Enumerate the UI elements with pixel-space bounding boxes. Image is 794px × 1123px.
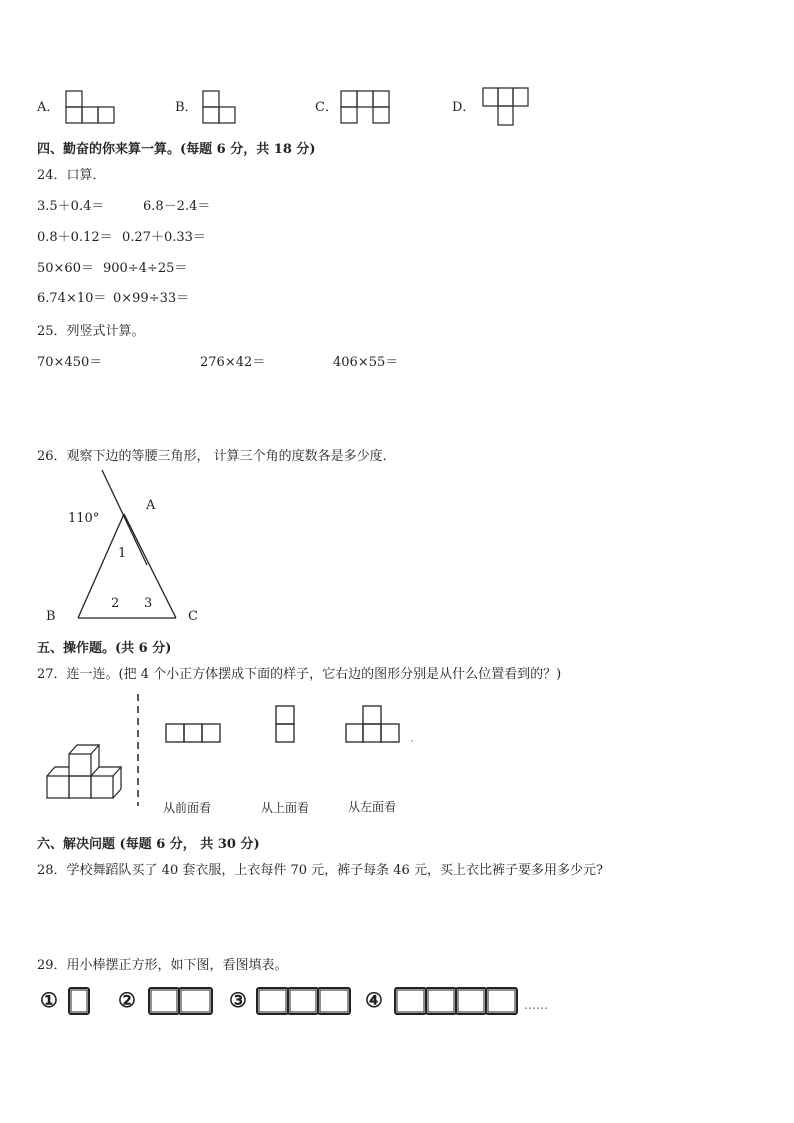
q24-r2-a: 0.8＋0.12＝ <box>37 230 113 245</box>
q24-r1-a: 3.5＋0.4＝ <box>37 199 105 214</box>
q29-figure-2 <box>146 985 216 1017</box>
section5-heading: 五、操作题。(共 6 分) <box>37 641 172 656</box>
q24-r2-b: 0.27＋0.33＝ <box>122 230 206 245</box>
q24-r3-a: 50×60＝ <box>37 261 94 276</box>
q29-marker-2: ② <box>118 988 136 1012</box>
q26-vertex-a: A <box>146 498 156 513</box>
q26-angle-3: 3 <box>144 596 153 611</box>
q24-r4-b: 0×99÷33＝ <box>113 291 190 306</box>
q26-title: 26．观察下边的等腰三角形， 计算三个角的度数各是多少度． <box>37 449 396 464</box>
choice-b-label: B． <box>175 100 198 115</box>
choice-c-label: C． <box>315 100 338 115</box>
q27-label-left: 从左面看 <box>348 800 397 814</box>
q28-text: 28．学校舞蹈队买了 40 套衣服，上衣每件 70 元，裤子每条 46 元，买上衣比裤子要多用多少元? <box>37 863 603 878</box>
q26-vertex-b: B <box>46 609 56 624</box>
q29-figure-1 <box>66 985 92 1017</box>
q25-item-3: 406×55＝ <box>333 355 399 370</box>
q27-view-left-figure <box>345 704 415 744</box>
q26-angle-2: 2 <box>111 596 120 611</box>
choice-a-figure <box>65 90 115 124</box>
q27-cube-stack-figure <box>45 742 125 802</box>
q26-angle-label: 110° <box>68 511 100 526</box>
q26-vertex-c: C <box>188 609 198 624</box>
choice-d-label: D． <box>452 100 476 115</box>
q29-figure-4 <box>392 985 522 1017</box>
choice-c-figure <box>340 90 390 124</box>
choice-a-label: A． <box>37 100 60 115</box>
q25-item-2: 276×42＝ <box>200 355 266 370</box>
q27-view-front-figure <box>165 722 221 744</box>
q29-title: 29．用小棒摆正方形，如下图，看图填表。 <box>37 958 288 973</box>
q24-r4-a: 6.74×10＝ <box>37 291 107 306</box>
section6-heading: 六、解决问题 (每题 6 分， 共 30 分) <box>37 837 260 852</box>
q24-r1-b: 6.8－2.4＝ <box>143 199 211 214</box>
q25-item-1: 70×450＝ <box>37 355 103 370</box>
q25-title: 25．列竖式计算。 <box>37 324 145 339</box>
section4-heading: 四、勤奋的你来算一算。(每题 6 分，共 18 分) <box>37 142 316 157</box>
q27-label-top: 从上面看 <box>261 801 310 815</box>
q29-marker-1: ① <box>40 988 58 1012</box>
q29-ellipsis: …… <box>524 998 548 1012</box>
q27-dashed-divider <box>136 694 140 806</box>
q27-view-top-figure <box>274 704 296 744</box>
q26-angle-1: 1 <box>118 546 127 561</box>
choice-d-figure <box>482 87 530 127</box>
q29-marker-3: ③ <box>229 988 247 1012</box>
choice-b-figure <box>202 90 236 124</box>
q24-title: 24．口算． <box>37 168 106 183</box>
q27-title: 27．连一连。(把 4 个小正方体摆成下面的样子，它右边的图形分别是从什么位置看到的？) <box>37 667 562 682</box>
q29-marker-4: ④ <box>365 988 383 1012</box>
q27-label-front: 从前面看 <box>163 801 212 815</box>
q29-figure-3 <box>254 985 354 1017</box>
q24-r3-b: 900÷4÷25＝ <box>103 261 188 276</box>
